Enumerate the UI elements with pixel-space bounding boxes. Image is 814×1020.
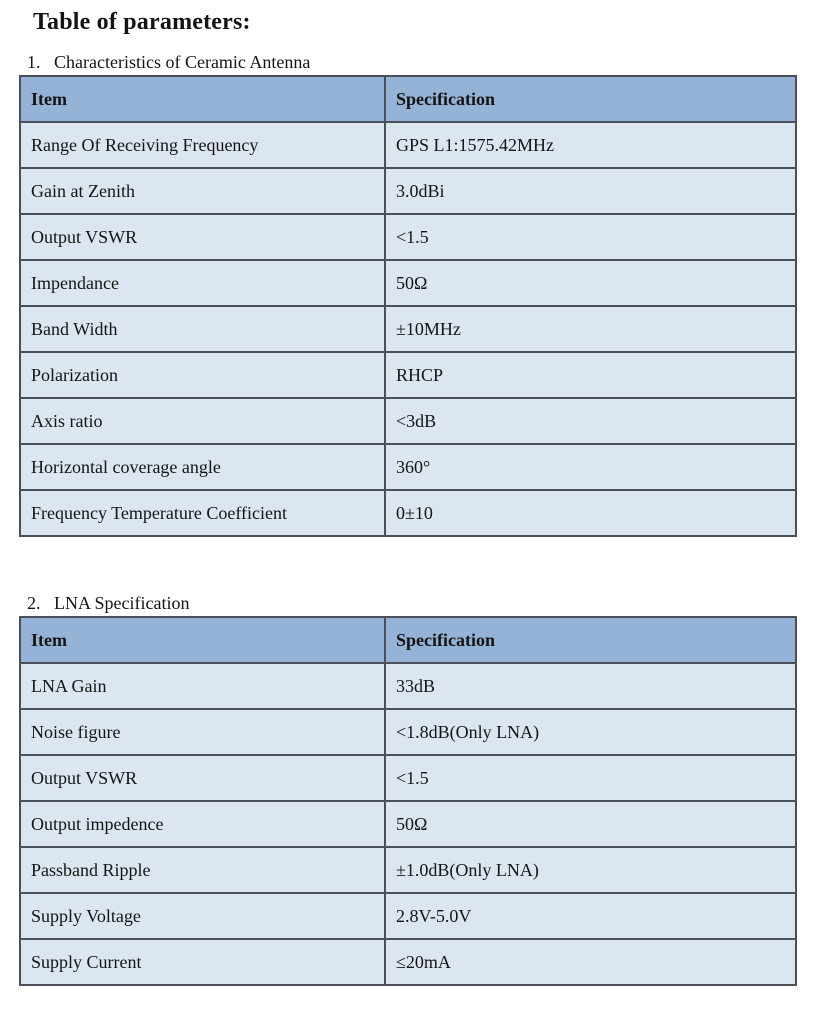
ceramic-antenna-spec-table: [19, 75, 797, 537]
table-section-lna: [0, 593, 814, 986]
table-row: [20, 306, 796, 352]
table-row: [20, 893, 796, 939]
specification-cell: 360°: [385, 444, 796, 490]
table-row: [20, 709, 796, 755]
specification-cell: 50Ω: [385, 801, 796, 847]
item-cell: Range Of Receiving Frequency: [20, 122, 385, 168]
table-body: [20, 663, 796, 985]
table-row: [20, 755, 796, 801]
specification-cell: ±10MHz: [385, 306, 796, 352]
specification-cell: <1.5: [385, 755, 796, 801]
table-row: [20, 444, 796, 490]
specification-cell: <1.5: [385, 214, 796, 260]
specification-cell: GPS L1:1575.42MHz: [385, 122, 796, 168]
item-cell: Axis ratio: [20, 398, 385, 444]
header-row: [20, 617, 796, 663]
specification-cell: ≤20mA: [385, 939, 796, 985]
table-row: [20, 801, 796, 847]
item-cell: Output VSWR: [20, 755, 385, 801]
item-cell: Supply Current: [20, 939, 385, 985]
specification-cell: 33dB: [385, 663, 796, 709]
item-cell: Polarization: [20, 352, 385, 398]
lna-spec-table: [19, 616, 797, 986]
column-header: Item: [20, 617, 385, 663]
item-cell: Output VSWR: [20, 214, 385, 260]
item-cell: Supply Voltage: [20, 893, 385, 939]
table-row: [20, 490, 796, 536]
specification-cell: RHCP: [385, 352, 796, 398]
item-cell: Gain at Zenith: [20, 168, 385, 214]
item-cell: LNA Gain: [20, 663, 385, 709]
item-cell: Noise figure: [20, 709, 385, 755]
table-row: [20, 260, 796, 306]
specification-cell: <1.8dB(Only LNA): [385, 709, 796, 755]
table-caption: 2. LNA Specification: [27, 593, 190, 613]
specification-cell: 2.8V-5.0V: [385, 893, 796, 939]
item-cell: Band Width: [20, 306, 385, 352]
table-row: [20, 214, 796, 260]
column-header: Item: [20, 76, 385, 122]
table-header: [20, 76, 796, 122]
table-row: [20, 939, 796, 985]
column-header: Specification: [385, 76, 796, 122]
column-header: Specification: [385, 617, 796, 663]
table-row: [20, 352, 796, 398]
table-row: [20, 168, 796, 214]
page-title: Table of parameters:: [33, 9, 251, 35]
header-row: [20, 76, 796, 122]
table-caption: 1. Characteristics of Ceramic Antenna: [27, 52, 311, 72]
table-row: [20, 122, 796, 168]
item-cell: Impendance: [20, 260, 385, 306]
item-cell: Frequency Temperature Coefficient: [20, 490, 385, 536]
item-cell: Horizontal coverage angle: [20, 444, 385, 490]
specification-cell: 3.0dBi: [385, 168, 796, 214]
table-body: [20, 122, 796, 536]
specification-cell: 50Ω: [385, 260, 796, 306]
item-cell: Output impedence: [20, 801, 385, 847]
table-section-ceramic-antenna: [0, 52, 814, 537]
table-row: [20, 847, 796, 893]
specification-cell: 0±10: [385, 490, 796, 536]
specification-cell: <3dB: [385, 398, 796, 444]
table-header: [20, 617, 796, 663]
specification-cell: ±1.0dB(Only LNA): [385, 847, 796, 893]
table-row: [20, 663, 796, 709]
item-cell: Passband Ripple: [20, 847, 385, 893]
table-row: [20, 398, 796, 444]
